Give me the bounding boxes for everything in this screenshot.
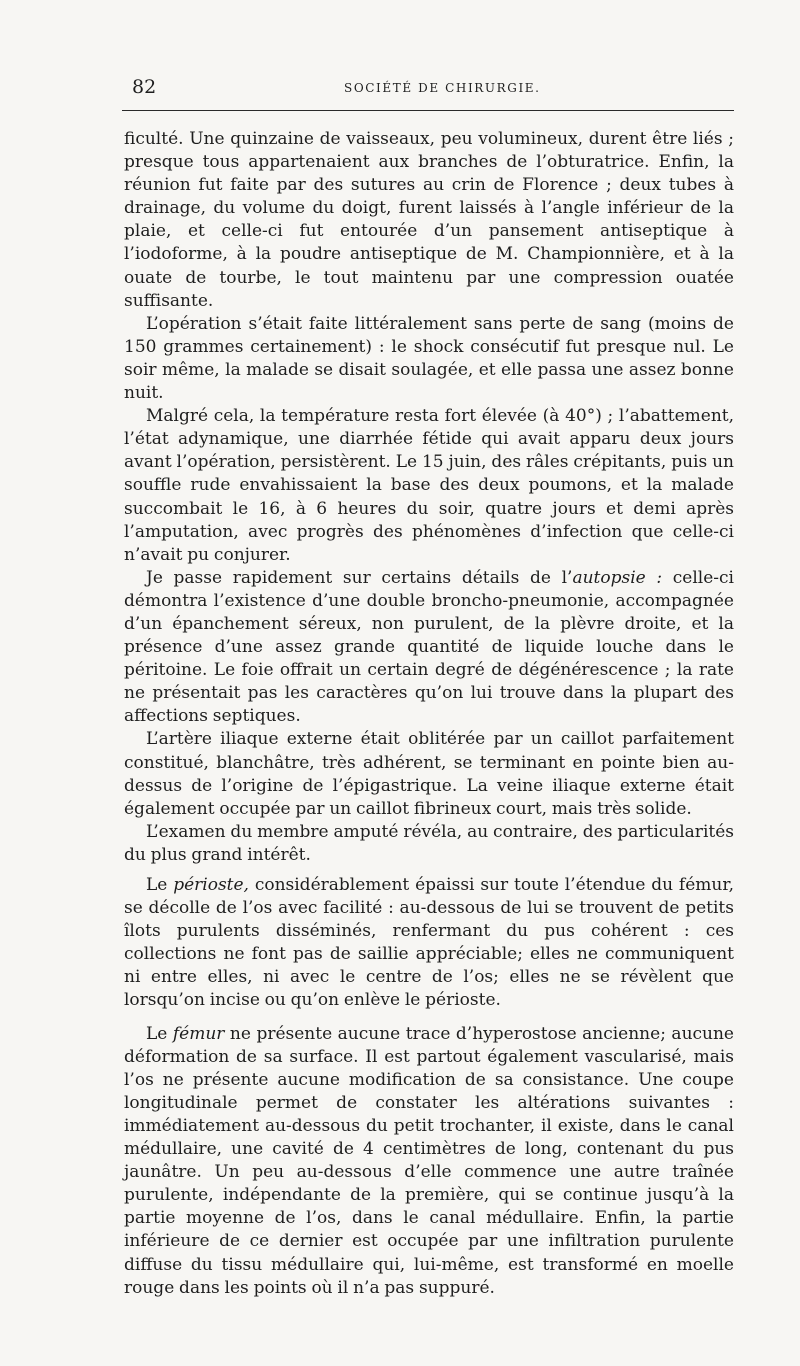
page-number: 82	[132, 76, 157, 98]
paragraph-femur	[124, 1023, 734, 1300]
page-header	[124, 74, 734, 104]
paragraph-continuation: ficulté. Une quinzaine de vaisseaux, peu volumineux, durent être liés ; presque tous appartenaient aux branches de l’obturatrice. Enfin, la réunion fut faite par des sutures au crin de Florence ; deux tubes à drainage, du volume du doigt, furent laissés à l’angle inférieur de la plaie, et celle-ci fut entourée d’un pansement antiseptique à l’iodoforme, à la poudre antiseptique de M. Championnière, et à la ouate de tourbe, le tout maintenu par une compression ouatée suffisante.	[124, 129, 734, 311]
autopsy-text: celle-ci démontra l’existence d’une double broncho-pneumonie, accompagnée d’un épanchement séreux, non purulent, de la plèvre droite, et la présence d’une assez grande quantité de liquide louche dans le péritoine. Le foie offrait un certain degré de dégénérescence ; la rate ne présentait pas les caractères qu’on lui trouve dans la plupart des affections septiques.	[124, 567, 734, 727]
periosteum-term: périoste,	[173, 875, 249, 895]
body-text	[124, 128, 734, 1300]
paragraph-periosteum	[124, 874, 734, 1013]
femur-intro: Le	[146, 1023, 173, 1044]
femur-term: fémur	[172, 1023, 225, 1044]
paragraph-exam: L’examen du membre amputé révéla, au contraire, des particularités du plus grand intérêt.	[124, 821, 734, 865]
paragraph-artery: L’artère iliaque externe était oblitérée par un caillot parfaitement constitué, blanchâtre, très adhérent, se terminant en pointe bien au-dessus de l’origine de l’épigastrique. La veine iliaque externe était également occupée par un caillot fibrineux court, mais très solide.	[124, 729, 734, 819]
autopsy-term: autopsie :	[572, 567, 663, 588]
header-rule	[122, 110, 734, 111]
paragraph-autopsy	[124, 567, 734, 729]
running-title: SOCIÉTÉ DE CHIRURGIE.	[344, 81, 541, 95]
periosteum-intro: Le	[146, 875, 174, 895]
femur-text: ne présente aucune trace d’hyperostose ancienne; aucune déformation de sa surface. Il est partout également vascularisé, mais l’os ne présente aucune modification de sa consistance. Une coupe longitudinale permet de constater les altérations suivantes : immédiatement au-dessous du petit trochanter, il existe, dans le canal médullaire, une cavité de 4 centimètres de long, contenant du pus jaunâtre. Un peu au-dessous d’elle commence une autre traînée purulente, indépendante de la première, qui se continue jusqu’à la partie moyenne de l’os, dans le canal médullaire. Enfin, la partie inférieure de ce dernier est occupée par une infiltration purulente diffuse du tissu médullaire qui, lui-même, est transformé en moelle rouge dans les points où il n’a pas suppuré.	[124, 1023, 734, 1298]
periosteum-text: considérablement épaissi sur toute l’étendue du fémur, se décolle de l’os avec facilité : au-dessous de lui se trouvent de petits îlots purulents disséminés, renfermant du pus cohérent : ces collections ne font pas de saillie appréciable; elles ne communiquent ni entre elles, ni avec le centre de l’os; elles ne se révèlent que lorsqu’on incise ou qu’on enlève le périoste.	[124, 875, 734, 1011]
paragraph-temperature: Malgré cela, la température resta fort élevée (à 40°) ; l’abattement, l’état adynamique, une diarrhée fétide qui avait apparu deux jours avant l’opération, persistèrent. Le 15 juin, des râles crépitants, puis un souffle rude envahissaient la base des deux poumons, et la malade succombait le 16, à 6 heures du soir, quatre jours et demi après l’amputation, avec progrès des phénomènes d’infection que celle-ci n’avait pu conjurer.	[124, 406, 734, 565]
autopsy-intro: Je passe rapidement sur certains détails de l’	[146, 567, 573, 588]
paragraph-operation: L’opération s’était faite littéralement sans perte de sang (moins de 150 grammes certainement) : le shock consécutif fut presque nul. Le soir même, la malade se disait soulagée, et elle passa une assez bonne nuit.	[124, 313, 734, 404]
